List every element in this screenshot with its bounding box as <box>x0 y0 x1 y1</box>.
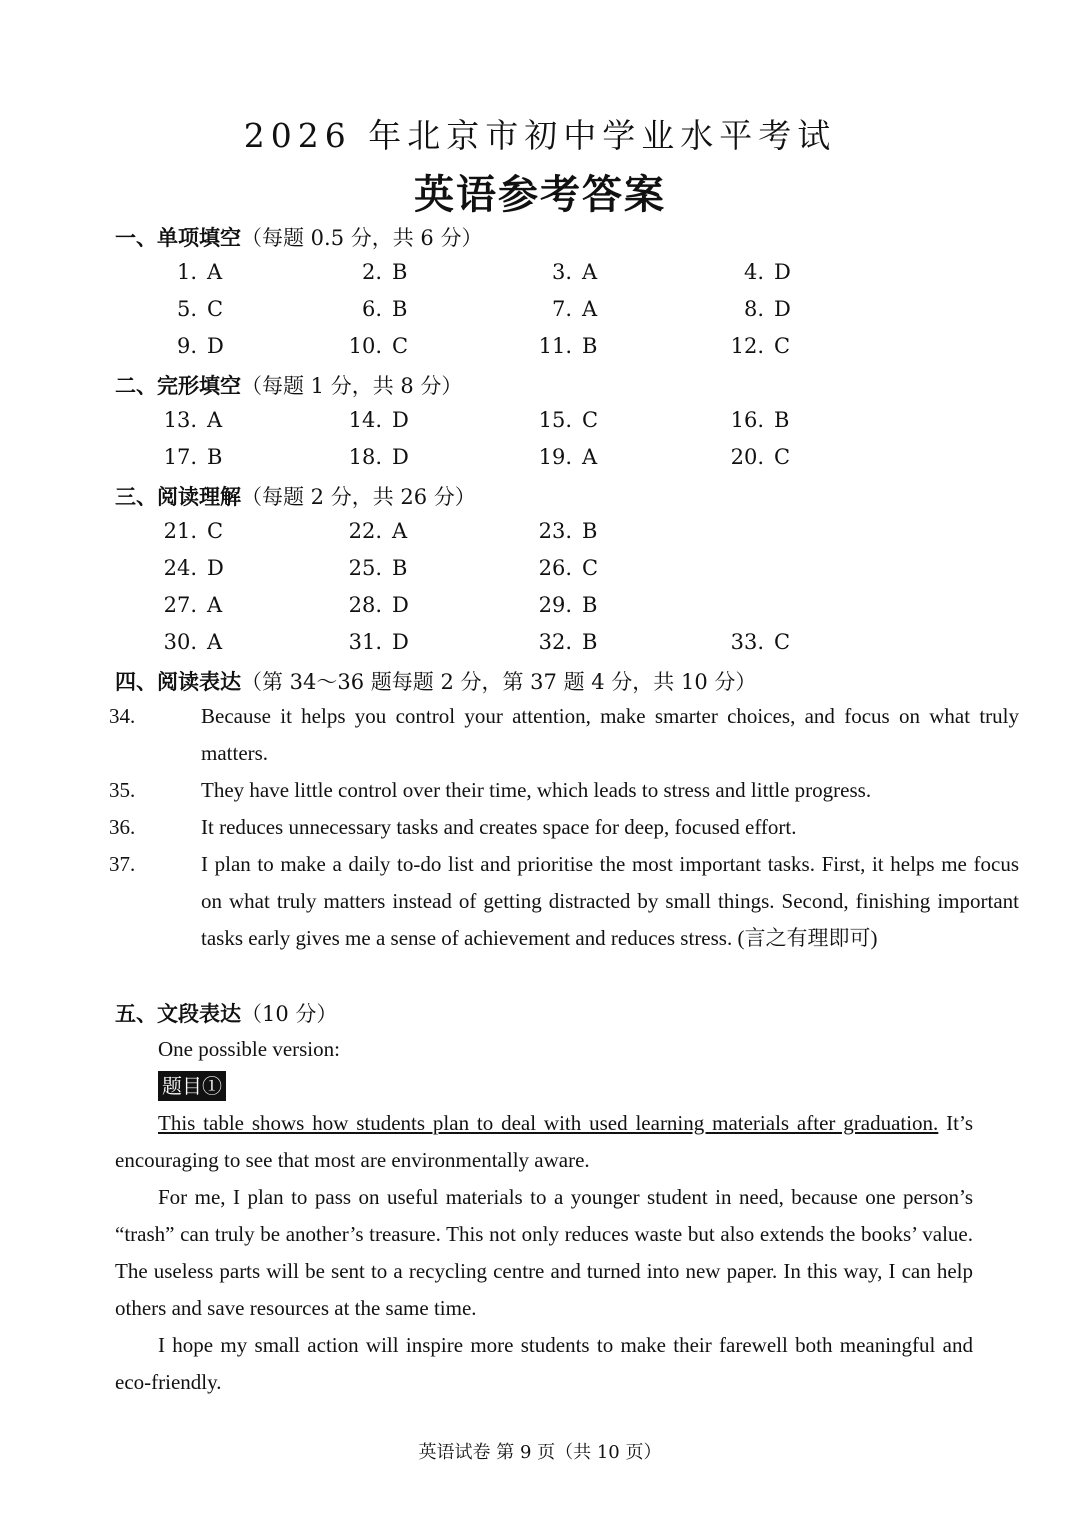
question-number: 28. <box>348 593 382 617</box>
question-number: 24. <box>163 556 197 580</box>
item-text: Because it helps you control your attention, make smarter choices, and focus on what truly matters. <box>201 704 1019 765</box>
answer-item-36 <box>109 809 1019 846</box>
question-number: 23. <box>538 519 572 543</box>
question-number: 32. <box>538 630 572 654</box>
answer-cell <box>155 556 224 580</box>
question-number: 31. <box>348 630 382 654</box>
section-2-answers <box>0 408 1080 482</box>
question-number: 15. <box>538 408 572 432</box>
item-text: They have little control over their time, which leads to stress and little progress. <box>201 778 872 802</box>
section-5-title: 五、文段表达 <box>115 1002 241 1026</box>
question-number: 20. <box>730 445 764 469</box>
answer-cell <box>340 445 409 469</box>
item-text: It reduces unnecessary tasks and creates space for deep, focused effort. <box>201 815 797 839</box>
section-5-points: （10 分） <box>241 1002 338 1026</box>
answer-letter: D <box>392 630 409 654</box>
answer-cell <box>530 260 597 284</box>
question-number: 11. <box>538 334 572 358</box>
answer-cell <box>340 593 409 617</box>
item-number: 36. <box>109 815 136 839</box>
answer-letter: D <box>774 297 791 321</box>
answer-cell <box>530 334 597 358</box>
answer-letter: D <box>207 556 224 580</box>
answer-cell <box>530 593 597 617</box>
essay-paragraph-2: For me, I plan to pass on useful materials to a younger student in need, because one person’s “trash” can truly be another’s treasure. This not only reduces waste but also extends the books’ value. The useless parts will be sent to a recycling centre and turned into new paper. In this way, I can help others and save resources at the same time. <box>115 1185 973 1320</box>
section-5-heading <box>115 998 337 1028</box>
item-number: 37. <box>109 852 136 876</box>
answer-letter: D <box>207 334 224 358</box>
answer-cell <box>340 408 409 432</box>
section-4-title: 四、阅读表达 <box>115 670 241 694</box>
question-number: 5. <box>176 297 197 321</box>
essay-paragraph-1-rest: It’s encouraging to see that most are environmentally aware. <box>115 1111 973 1172</box>
section-2-heading <box>115 370 462 400</box>
question-number: 17. <box>163 445 197 469</box>
answer-letter: D <box>774 260 791 284</box>
section-3-answers <box>0 519 1080 667</box>
section-1-heading <box>115 222 482 252</box>
answer-item-34 <box>109 698 1019 772</box>
answer-letter: B <box>392 556 408 580</box>
essay-paragraph-1 <box>115 1105 973 1179</box>
answer-letter: B <box>392 297 408 321</box>
question-number: 25. <box>348 556 382 580</box>
answer-letter: B <box>582 519 598 543</box>
section-3-heading <box>115 481 476 511</box>
section-3-title: 三、阅读理解 <box>115 485 241 509</box>
answer-letter: B <box>582 630 598 654</box>
section-3-points: （每题 2 分，共 26 分） <box>241 485 476 509</box>
item-number: 35. <box>109 778 136 802</box>
topic-badge: 题目① <box>158 1071 226 1101</box>
section-1-points: （每题 0.5 分，共 6 分） <box>241 226 483 250</box>
answer-row <box>0 260 1080 297</box>
question-number: 12. <box>730 334 764 358</box>
question-number: 30. <box>163 630 197 654</box>
answer-item-35 <box>109 772 1019 809</box>
answer-row <box>0 593 1080 630</box>
document-title: 英语参考答案 <box>414 172 666 218</box>
question-number: 3. <box>551 260 572 284</box>
section-1-answers <box>0 260 1080 371</box>
item-text: I plan to make a daily to-do list and prioritise the most important tasks. First, it helps me focus on what truly matters instead of getting distracted by small things. Second, finishing important tasks early gives me a sense of achievement and reduces stress. (言之有理即可) <box>201 852 1019 950</box>
section-1-title: 一、单项填空 <box>115 226 241 250</box>
answer-letter: A <box>582 445 598 469</box>
answer-letter: D <box>392 408 409 432</box>
answer-cell <box>340 519 407 543</box>
question-number: 6. <box>361 297 382 321</box>
answer-letter: B <box>207 445 223 469</box>
answer-letter: A <box>207 593 223 617</box>
answer-cell <box>340 260 407 284</box>
question-number: 2. <box>361 260 382 284</box>
answer-cell <box>155 408 222 432</box>
answer-cell <box>155 445 222 469</box>
page-footer: 英语试卷 第 9 页（共 10 页） <box>418 1442 662 1463</box>
answer-letter: A <box>207 408 223 432</box>
answer-letter: A <box>392 519 408 543</box>
answer-cell <box>340 297 407 321</box>
answer-letter: C <box>774 630 791 654</box>
answer-row <box>0 519 1080 556</box>
question-number: 26. <box>538 556 572 580</box>
question-number: 4. <box>743 260 764 284</box>
answer-cell <box>155 297 223 321</box>
answer-item-37 <box>109 846 1019 957</box>
answer-cell <box>155 334 224 358</box>
answer-letter: C <box>392 334 409 358</box>
essay-topic-sentence: This table shows how students plan to deal with used learning materials after graduation. <box>158 1111 939 1135</box>
answer-row <box>0 556 1080 593</box>
answer-cell <box>722 445 790 469</box>
question-number: 29. <box>538 593 572 617</box>
version-label: One possible version: <box>158 1037 340 1061</box>
question-number: 33. <box>730 630 764 654</box>
answer-cell <box>340 556 407 580</box>
section-2-points: （每题 1 分，共 8 分） <box>241 374 463 398</box>
answer-letter: C <box>774 334 791 358</box>
answer-cell <box>530 519 597 543</box>
answer-row <box>0 408 1080 445</box>
answer-cell <box>530 556 598 580</box>
answer-letter: B <box>774 408 790 432</box>
answer-row <box>0 445 1080 482</box>
answer-letter: D <box>392 445 409 469</box>
answer-cell <box>530 408 598 432</box>
answer-letter: D <box>392 593 409 617</box>
question-number: 8. <box>743 297 764 321</box>
answer-letter: B <box>582 593 598 617</box>
question-number: 13. <box>163 408 197 432</box>
answer-cell <box>530 630 597 654</box>
section-4-points: （第 34～36 题每题 2 分，第 37 题 4 分，共 10 分） <box>241 670 757 694</box>
section-2-title: 二、完形填空 <box>115 374 241 398</box>
answer-letter: A <box>582 297 598 321</box>
answer-letter: C <box>582 556 599 580</box>
question-number: 27. <box>163 593 197 617</box>
answer-cell <box>155 630 222 654</box>
answer-cell <box>340 334 408 358</box>
answer-letter: B <box>582 334 598 358</box>
question-number: 9. <box>176 334 197 358</box>
exam-title: 2026 年北京市初中学业水平考试 <box>243 116 837 155</box>
essay-paragraph-3: I hope my small action will inspire more students to make their farewell both meaningful and eco-friendly. <box>115 1333 973 1394</box>
question-number: 21. <box>163 519 197 543</box>
answer-cell <box>530 445 597 469</box>
answer-letter: A <box>582 260 598 284</box>
answer-row <box>0 297 1080 334</box>
answer-letter: A <box>207 260 223 284</box>
answer-letter: C <box>774 445 791 469</box>
answer-letter: C <box>207 297 224 321</box>
question-number: 10. <box>348 334 382 358</box>
question-number: 7. <box>551 297 572 321</box>
answer-cell <box>155 260 222 284</box>
answer-cell <box>722 408 789 432</box>
question-number: 16. <box>730 408 764 432</box>
answer-cell <box>155 593 222 617</box>
answer-cell <box>722 297 791 321</box>
answer-row <box>0 630 1080 667</box>
answer-letter: C <box>582 408 599 432</box>
question-number: 14. <box>348 408 382 432</box>
answer-letter: A <box>207 630 223 654</box>
answer-cell <box>722 260 791 284</box>
answer-letter: C <box>207 519 224 543</box>
question-number: 18. <box>348 445 382 469</box>
answer-cell <box>155 519 223 543</box>
question-number: 19. <box>538 445 572 469</box>
answer-cell <box>722 630 790 654</box>
question-number: 22. <box>348 519 382 543</box>
item-number: 34. <box>109 704 136 728</box>
answer-letter: B <box>392 260 408 284</box>
answer-cell <box>530 297 597 321</box>
answer-cell <box>340 630 409 654</box>
section-4-heading <box>115 666 756 696</box>
question-number: 1. <box>176 260 197 284</box>
answer-cell <box>722 334 790 358</box>
answer-row <box>0 334 1080 371</box>
